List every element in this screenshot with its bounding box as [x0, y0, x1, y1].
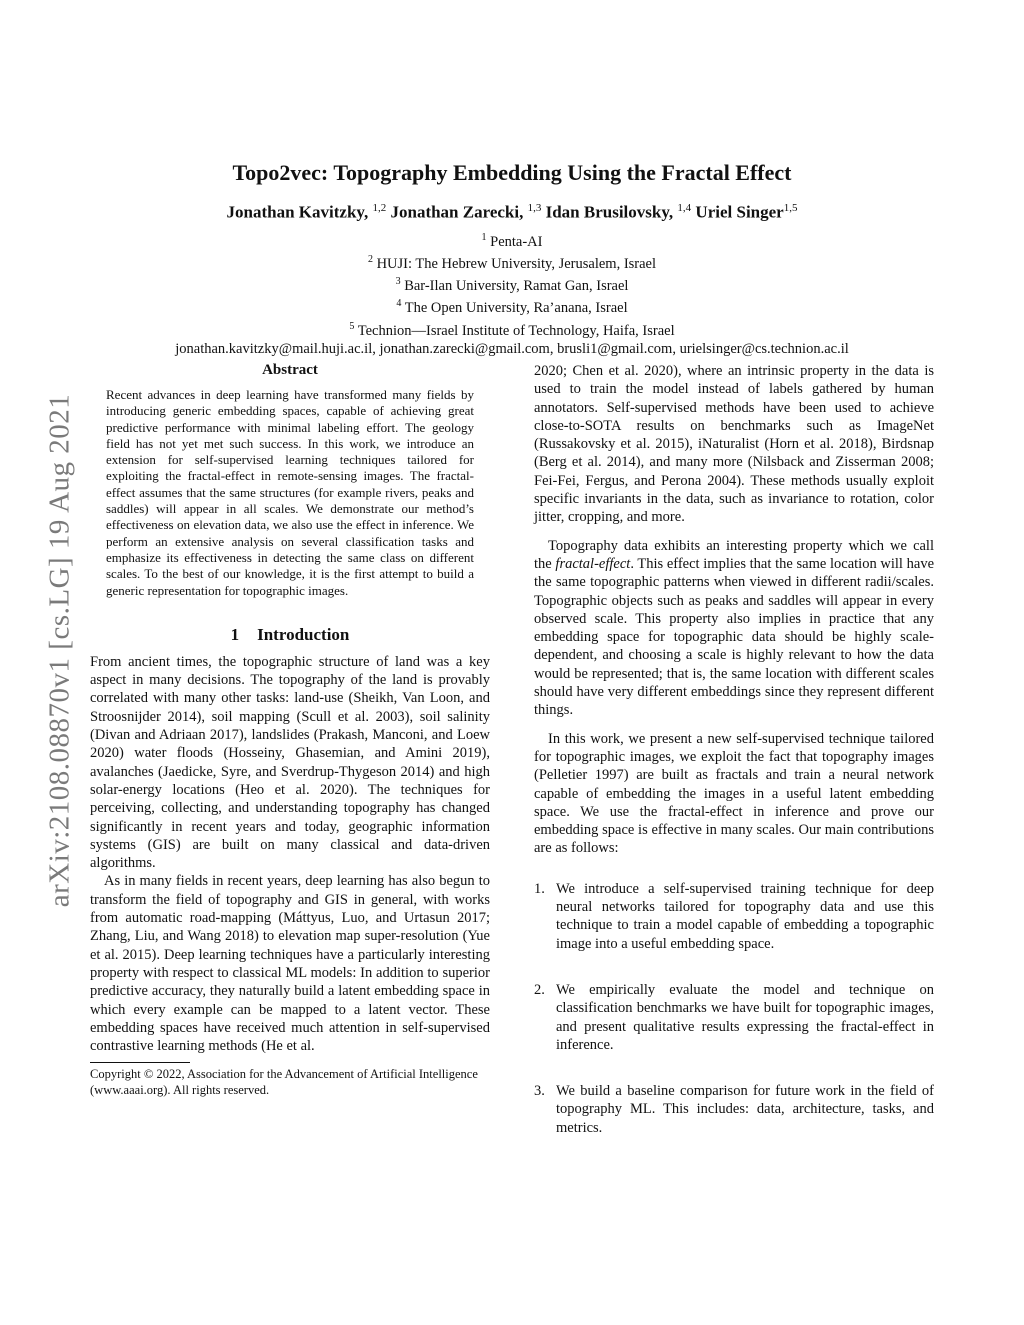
arxiv-stamp-text: arXiv:2108.08870v1 [cs.LG] 19 Aug 2021: [43, 393, 76, 907]
author-emails: jonathan.kavitzky@mail.huji.ac.il, jonathan.zarecki@gmail.com, brusli1@gmail.com, urielsinger@cs.technion.ac.il: [175, 340, 849, 357]
list-item-text: We introduce a self-supervised training technique for deep neural networks tailored for topography data and use this technique to train a model capable of embedding a topographic image into a useful embedding space.: [556, 880, 934, 952]
left-column: [90, 362, 490, 1098]
affiliation-text: Technion—Israel Institute of Technology, Haifa, Israel: [357, 322, 675, 339]
paper-title: Topo2vec: Topography Embedding Using the Fractal Effect: [232, 160, 792, 185]
affiliations: [0, 229, 1024, 358]
affiliation-line: [0, 251, 1024, 273]
list-item: [534, 880, 934, 953]
affiliation-text: HUJI: The Hebrew University, Jerusalem, Israel: [376, 255, 657, 272]
affiliation-mark: 5: [349, 320, 355, 332]
paragraph-text: . This effect implies that the same location will have the same topographic patterns when viewed in different radii/scales. Topographic objects such as peaks and saddles will appear in every observed scale. This property also implies in practice that any embedding space for topographic data should be highly scale-dependent, and choosing a scale is highly relevant to how the data would be represented; that is, the same location with different scales should have very different embeddings since they represent different things.: [534, 555, 935, 719]
author-name: Jonathan Zarecki,: [390, 202, 524, 222]
list-item: [534, 1082, 934, 1137]
list-marker: 1.: [534, 880, 545, 897]
list-marker: 2.: [534, 981, 545, 998]
list-item: [534, 981, 934, 1054]
affiliation-mark: 4: [396, 298, 402, 310]
paragraph-text: Topography data exhibits an interesting property which we call the: [534, 537, 934, 572]
affiliation-mark: 3: [395, 276, 401, 288]
intro-paragraph-5: In this work, we present a new self-supervised technique tailored for topographic images, we exploit the fact that topography images (Pelletier 1997) are built as fractals and train a neural network capable of embedding the images in a useful latent embedding space. We use the fractal-effect in inference and prove our embedding space is effective in many scales. Our main contributions are as follows:: [534, 730, 934, 857]
author-name: Idan Brusilovsky,: [545, 202, 674, 222]
author-name: Jonathan Kavitzky,: [226, 202, 369, 222]
author-affil-mark: 1,5: [783, 202, 798, 214]
affiliation-line: [0, 273, 1024, 295]
section-number: 1: [230, 624, 240, 644]
list-marker: 3.: [534, 1083, 545, 1100]
section-title: Introduction: [257, 624, 350, 644]
footnote-rule: [90, 1062, 190, 1063]
affiliation-line: [0, 229, 1024, 251]
affiliation-text: Penta-AI: [490, 233, 543, 250]
emphasized-term: fractal-effect: [555, 555, 631, 572]
intro-paragraph-2: As in many fields in recent years, deep learning has also begun to transform the field of topography and GIS in general, with works from automatic road-mapping (Máttyus, Luo, and Urtasun 2017; Zhang, Liu, and Wang 2018) to elevation map super-resolution (Yue et al. 2015). Deep learning techniques have a particularly interesting property with respect to classical ML models: In addition to superior predictive accuracy, they naturally build a latent embedding space in which every example can be mapped to a latent vector. These embedding spaces have received much attention in self-supervised contrastive learning methods (He et al.: [90, 873, 490, 1055]
list-item-text: We build a baseline comparison for future work in the field of topography ML. This includes: data, architecture, tasks, and metrics.: [556, 1083, 934, 1136]
affiliation-line: [0, 295, 1024, 317]
arxiv-stamp: [30, 355, 90, 945]
affiliation-mark: 1: [481, 232, 487, 243]
author-list: [0, 202, 1024, 223]
intro-paragraph-1: From ancient times, the topographic structure of land was a key aspect in many decisions. The topography of the land is provably correlated with many other tasks: land-use (Sheikh, Van Loon, and Stroosnijder 2014), soil mapping (Scull et al. 2003), soil salinity (Divan and Adriaan 2017), landslides (Prakash, Manconi, and Loew 2020) water floods (Hosseiny, Ghasemian, and Amini 2019), avalanches (Jaedicke, Syre, and Sverdrup-Thygeson 2014) and high solar-energy locations (Heo et al. 2020). The techniques for perceiving, collecting, and understanding topography has changed significantly in recent years and today, geographic information systems (GIS) are built on many classical and data-driven algorithms.: [90, 653, 490, 872]
affiliation-text: Bar-Ilan University, Ramat Gan, Israel: [404, 278, 629, 295]
intro-paragraph-3: 2020; Chen et al. 2020), where an intrinsic property in the data is used to train the model instead of labels gathered by human annotators. Self-supervised methods have been used to achieve close-to-SOTA results on benchmarks such as ImageNet (Russakovsky et al. 2015), iNaturalist (Horn et al. 2018), Birdsnap (Berg et al. 2014), and many more (Nilsback and Zisserman 2008; Fei-Fei, Fergus, and Perona 2004). These methods usually exploit specific invariants in the data, such as invariance to rotation, color jitter, cropping, and more.: [534, 363, 934, 526]
affiliation-line: [0, 318, 1024, 340]
author-name: Uriel Singer: [695, 202, 784, 222]
author-affil-mark: 1,3: [527, 202, 542, 214]
abstract-heading: Abstract: [262, 362, 318, 378]
affiliation-mark: 2: [367, 254, 373, 266]
right-column: [534, 362, 934, 1165]
author-affil-mark: 1,4: [677, 202, 692, 214]
abstract-text: Recent advances in deep learning have transformed many fields by introducing generic embedding spaces, capable of achieving great predictive performance with minimal labeling effort. The geology field has not yet met such success. In this work, we introduce an extension for self-supervised learning techniques tailored for exploiting the fractal-effect in remote-sensing images. The fractal-effect assumes that the same structures (for example rivers, peaks and saddles) will appear in all scales. We demonstrate our method’s effectiveness on elevation data, we also use the effect in inference. We perform an extensive analysis on several classification tasks and emphasize its effectiveness in detecting the same class on different scales. To the best of our knowledge, it is the first attempt to build a generic representation for topographic images.: [106, 387, 474, 598]
intro-paragraph-4: [534, 537, 934, 720]
affiliation-text: The Open University, Ra’anana, Israel: [404, 300, 628, 317]
list-item-text: We empirically evaluate the model and technique on classification benchmarks we have built for topographic images, and present qualitative results expressing the fractal-effect in inference.: [556, 981, 934, 1053]
section-heading: [90, 625, 490, 645]
copyright-footnote: Copyright © 2022, Association for the Advancement of Artificial Intelligence (www.aaai.org). All rights reserved.: [90, 1067, 478, 1097]
author-affil-mark: 1,2: [372, 202, 387, 214]
contributions-list: [534, 880, 934, 1137]
